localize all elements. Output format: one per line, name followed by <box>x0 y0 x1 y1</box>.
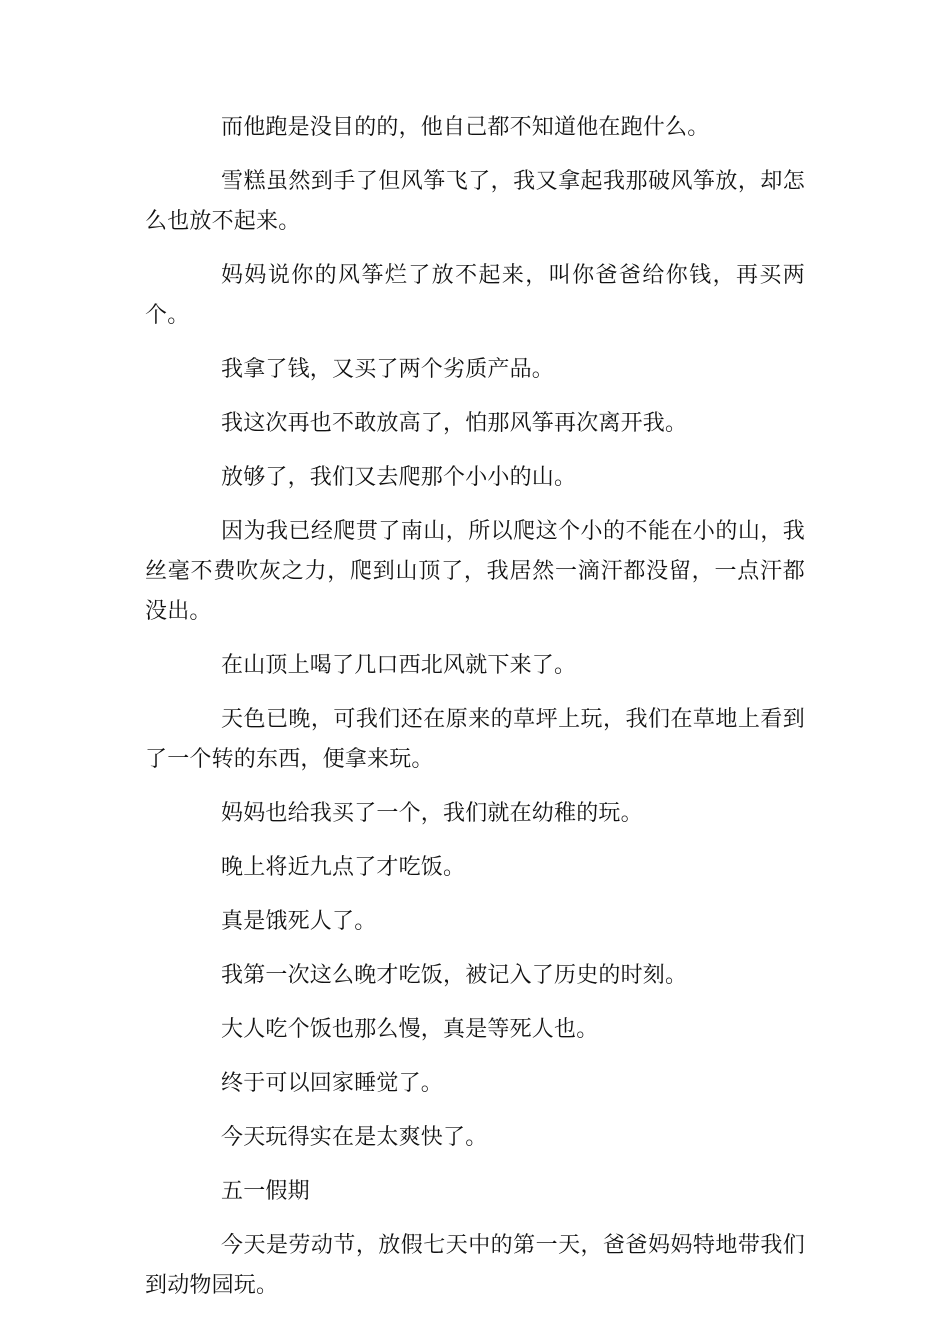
paragraph: 今天玩得实在是太爽快了。 <box>221 1125 488 1150</box>
paragraph: 我这次再也不敢放高了，怕那风筝再次离开我。 <box>221 411 688 436</box>
paragraph: 终于可以回家睡觉了。 <box>221 1071 444 1096</box>
document-body <box>145 108 805 1320</box>
paragraph: 而他跑是没目的的，他自己都不知道他在跑什么。 <box>221 115 710 140</box>
paragraph: 因为我已经爬贯了南山，所以爬这个小的不能在小的山，我丝毫不费吹灰之力，爬到山顶了，我居然一滴汗都没留，一点汗都没出。 <box>145 519 805 624</box>
section-heading: 五一假期 <box>221 1179 310 1204</box>
paragraph: 放够了，我们又去爬那个小小的山。 <box>221 465 577 490</box>
paragraph: 今天是劳动节，放假七天中的第一天，爸爸妈妈特地带我们到动物园玩。 <box>145 1233 805 1298</box>
paragraph: 晚上将近九点了才吃饭。 <box>221 855 466 880</box>
paragraph: 天色已晚，可我们还在原来的草坪上玩，我们在草地上看到了一个转的东西，便拿来玩。 <box>145 707 805 772</box>
paragraph: 妈妈说你的风筝烂了放不起来，叫你爸爸给你钱，再买两个。 <box>145 263 805 328</box>
paragraph: 我第一次这么晚才吃饭，被记入了历史的时刻。 <box>221 963 688 988</box>
paragraph: 在山顶上喝了几口西北风就下来了。 <box>221 653 577 678</box>
paragraph: 雪糕虽然到手了但风筝飞了，我又拿起我那破风筝放，却怎么也放不起来。 <box>145 169 805 234</box>
paragraph: 我拿了钱，又买了两个劣质产品。 <box>221 357 555 382</box>
paragraph: 真是饿死人了。 <box>221 909 377 934</box>
paragraph: 妈妈也给我买了一个，我们就在幼稚的玩。 <box>221 801 643 826</box>
paragraph: 大人吃个饭也那么慢，真是等死人也。 <box>221 1017 599 1042</box>
